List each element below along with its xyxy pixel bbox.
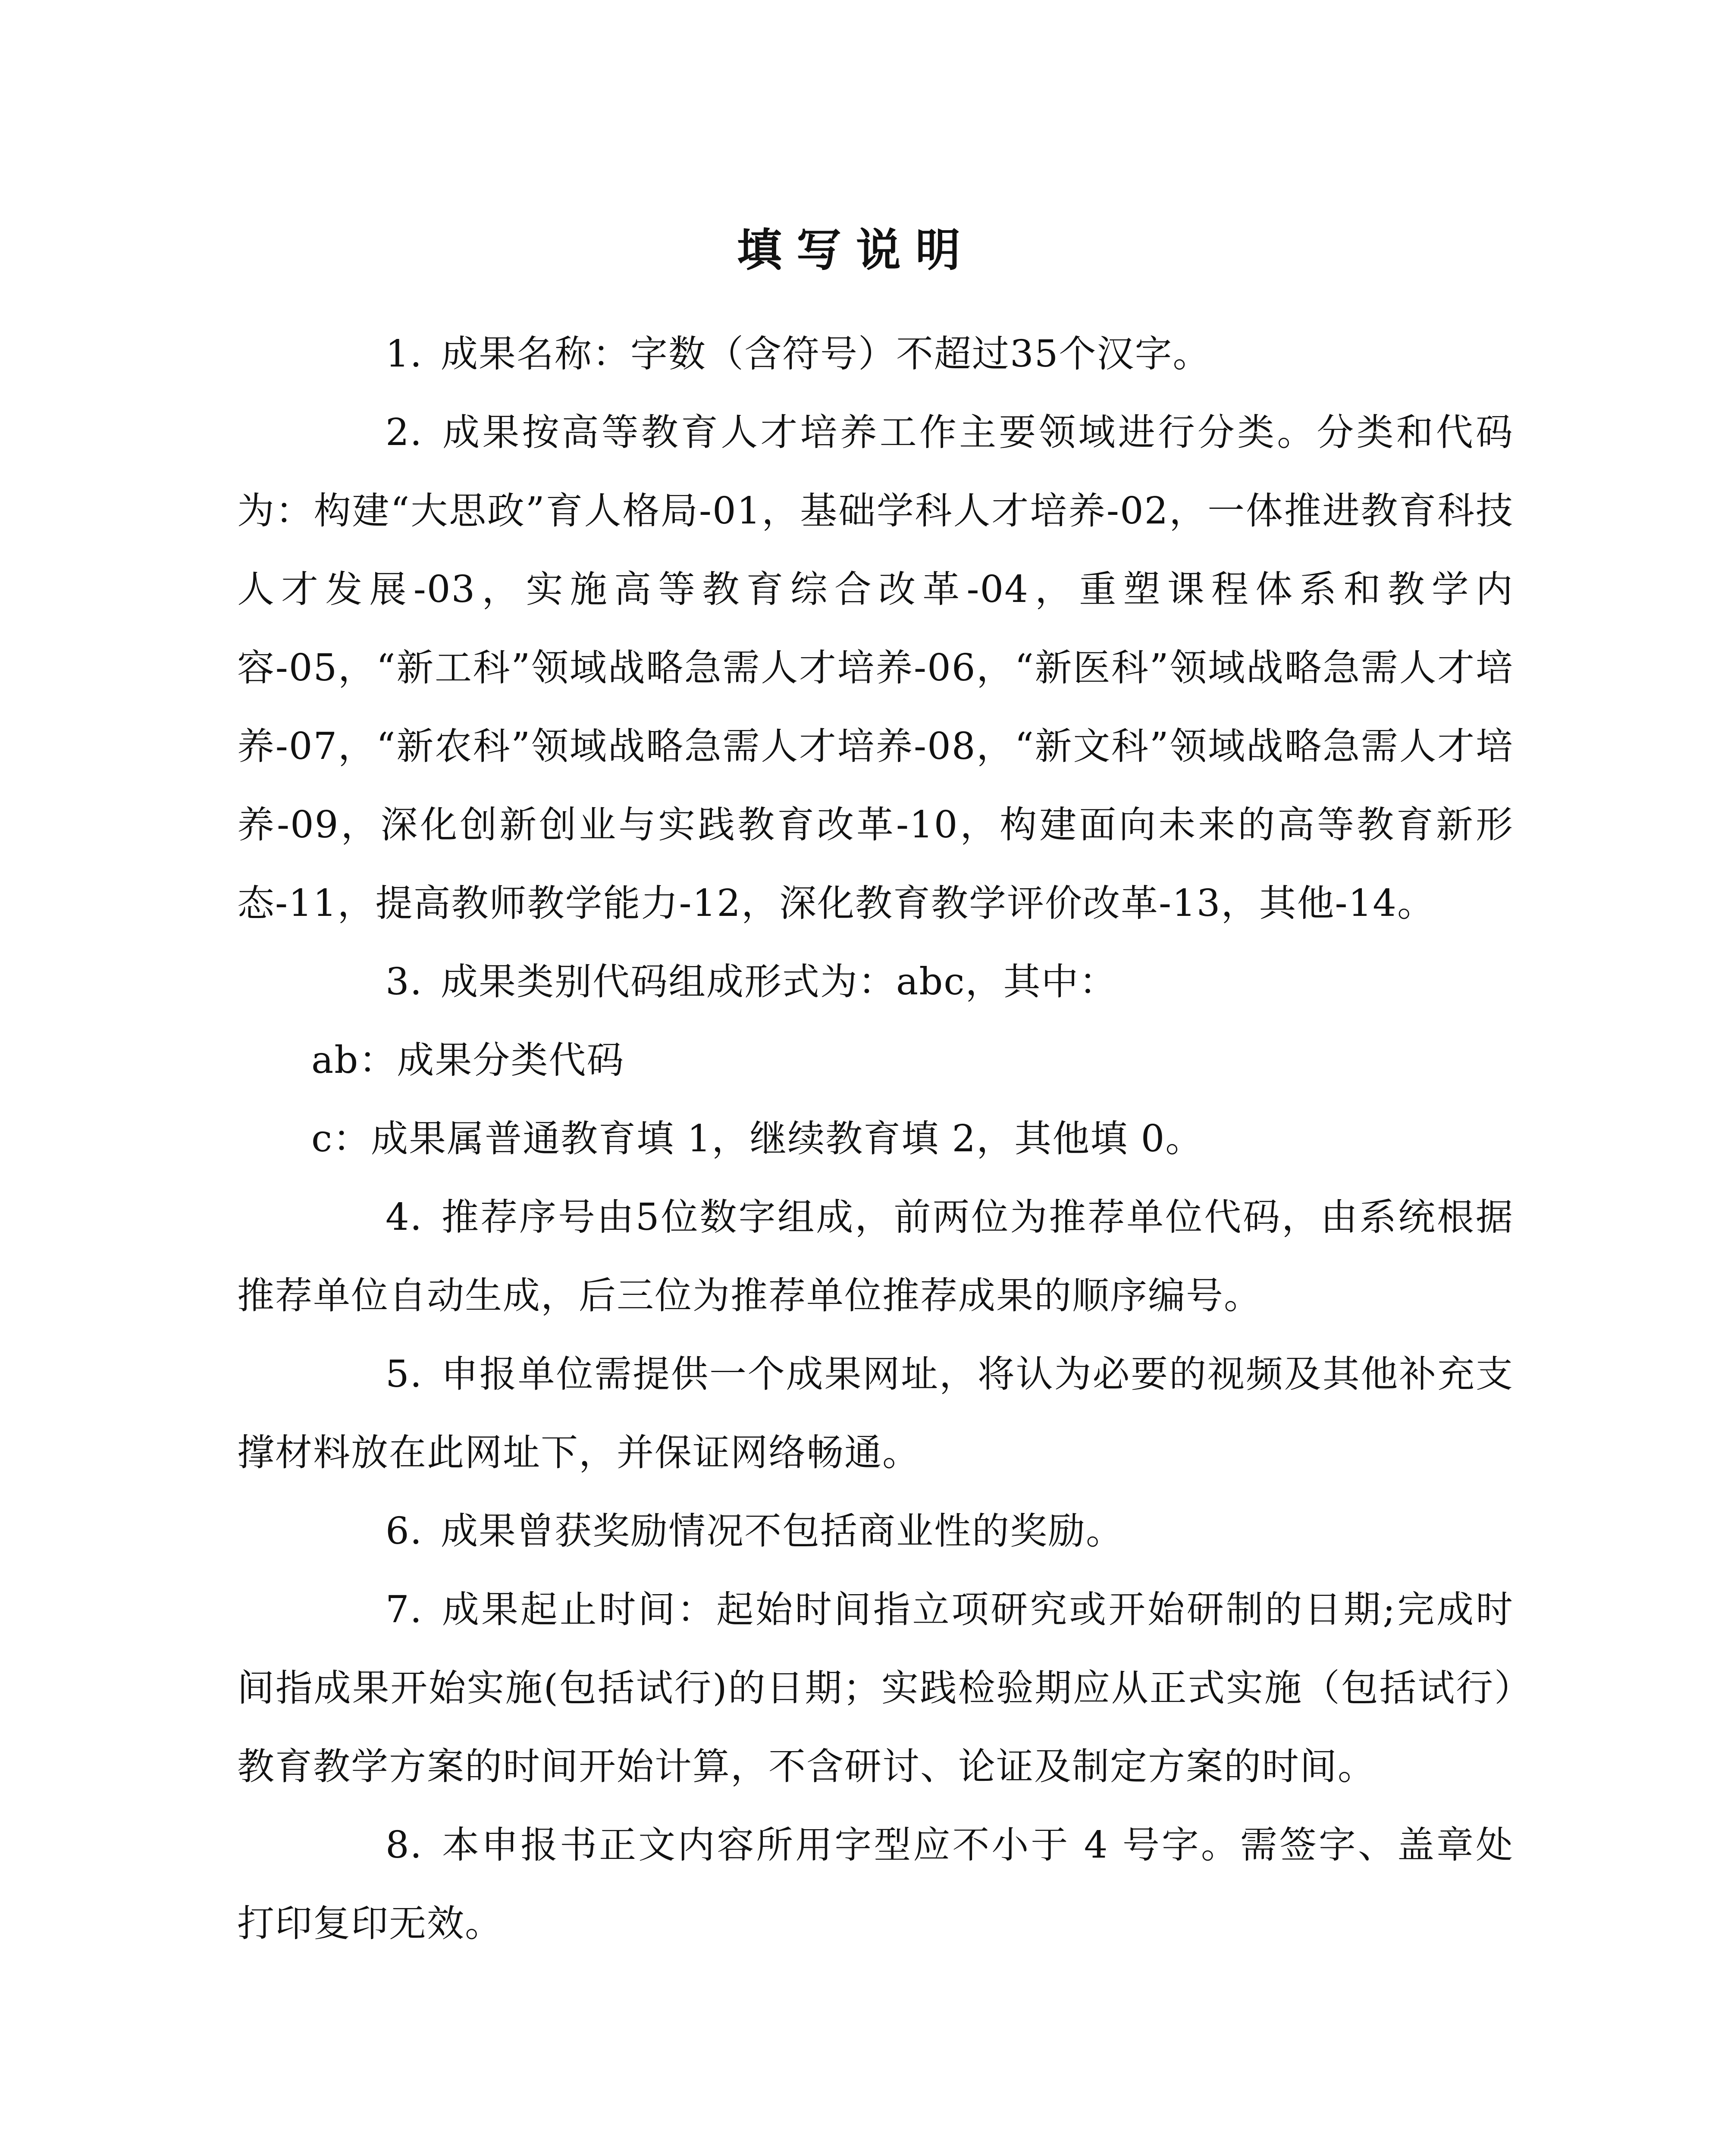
item-number: 7. [386, 1588, 423, 1631]
item-text: 成果按高等教育人才培养工作主要领域进行分类。分类和代码为：构建“大思政”育人格局-01，基础学科人才培养-02，一体推进教育科技人才发展-03，实施高等教育综合改革-04，重塑课程体系和教学内容-05，“新工科”领域战略急需人才培养-06，“新医科”领域战略急需人才培养-07，“新农科”领域战略急需人才培养-08，“新文科”领域战略急需人才培养-09，深化创新创业与实践教育改革-10，构建面向未来的高等教育新形态-11，提高教师教学能力-12，深化教育教学评价改革-13，其他-14。 [237, 411, 1514, 925]
item-number: 5. [386, 1353, 423, 1396]
item-text: 申报单位需提供一个成果网址，将认为必要的视频及其他补充支撑材料放在此网址下，并保证网络畅通。 [237, 1353, 1514, 1474]
item-text: 本申报书正文内容所用字型应不小于 4 号字。需签字、盖章处打印复印无效。 [237, 1824, 1514, 1945]
instruction-item-7 [237, 1570, 1514, 1806]
instruction-item-1 [237, 315, 1514, 393]
item-number: 1. [386, 332, 423, 376]
item-text: 成果起止时间：起始时间指立项研究或开始研制的日期;完成时间指成果开始实施(包括试行)的日期；实践检验期应从正式实施（包括试行）教育教学方案的时间开始计算，不含研讨、论证及制定方案的时间。 [237, 1588, 1514, 1788]
instruction-item-2 [237, 393, 1514, 943]
item-text: 成果曾获奖励情况不包括商业性的奖励。 [441, 1510, 1124, 1553]
item-number: 3. [386, 960, 423, 1003]
instruction-item-4 [237, 1178, 1514, 1335]
item-text: 推荐序号由5位数字组成，前两位为推荐单位代码，由系统根据推荐单位自动生成，后三位为推荐单位推荐成果的顺序编号。 [237, 1196, 1514, 1317]
instruction-subitem-c [237, 1100, 1514, 1178]
page-title: 填写说明 [737, 223, 975, 276]
item-text: 成果类别代码组成形式为：abc，其中： [441, 960, 1117, 1003]
item-text: 成果名称：字数（含符号）不超过35个汉字。 [441, 332, 1211, 376]
instructions-body [237, 315, 1514, 1963]
item-number: 6. [386, 1510, 423, 1553]
instruction-item-6 [237, 1492, 1514, 1570]
item-text: ab：成果分类代码 [311, 1039, 625, 1082]
item-number: 2. [386, 411, 423, 454]
instruction-item-8 [237, 1806, 1514, 1963]
item-text: c：成果属普通教育填 1，继续教育填 2，其他填 0。 [311, 1117, 1204, 1160]
instruction-subitem-ab [237, 1021, 1514, 1100]
instruction-item-3 [237, 943, 1514, 1021]
item-number: 8. [386, 1824, 423, 1867]
instruction-item-5 [237, 1335, 1514, 1492]
item-number: 4. [386, 1196, 423, 1239]
